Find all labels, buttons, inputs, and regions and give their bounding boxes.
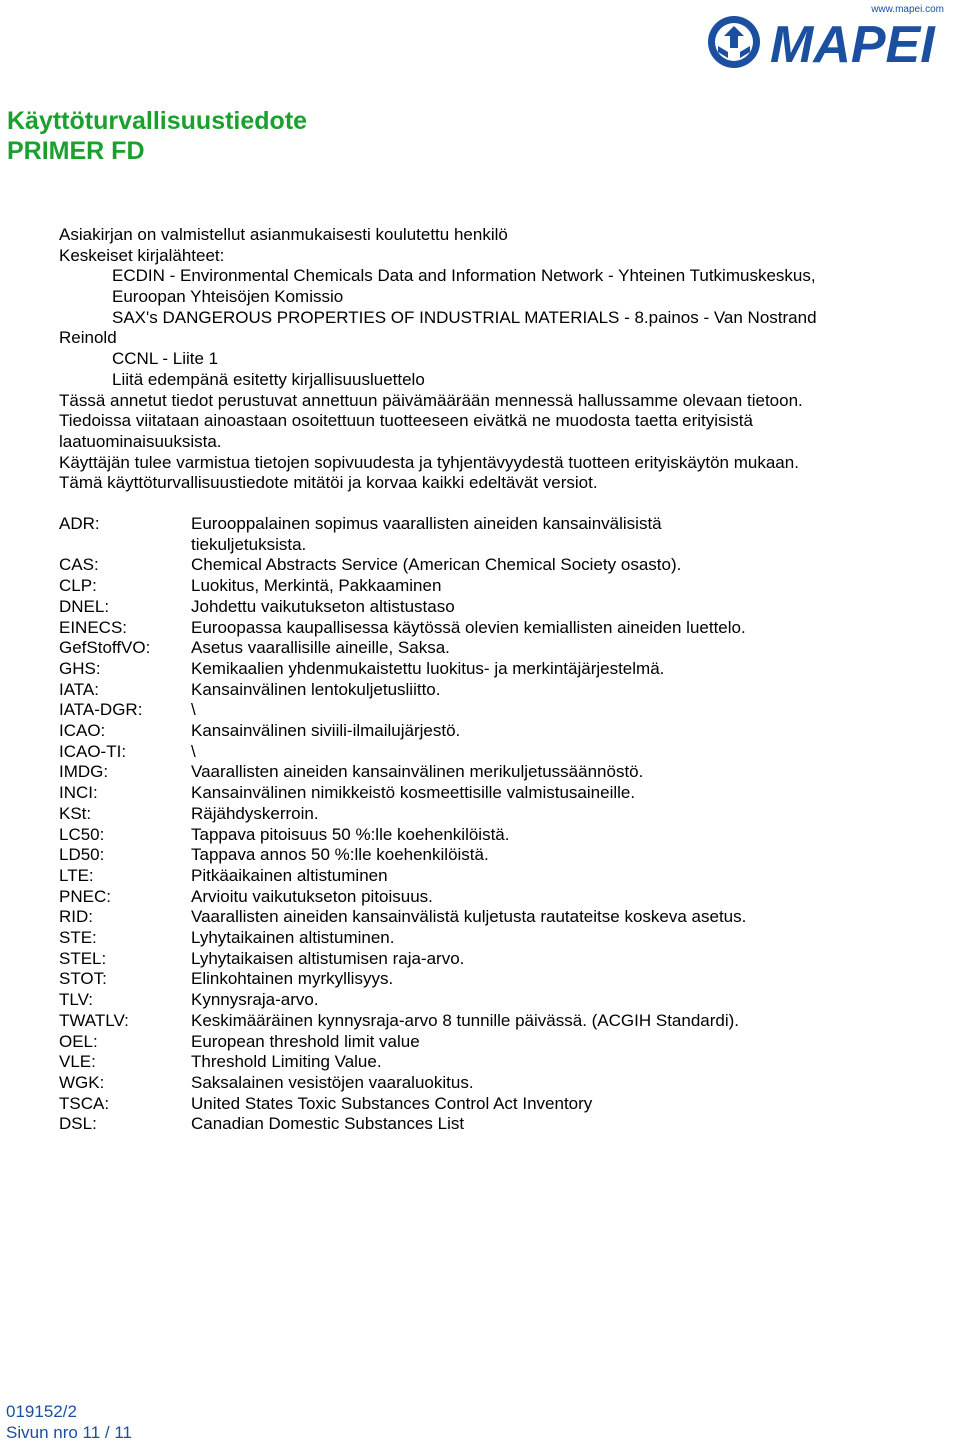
abbreviation-row — [59, 576, 919, 597]
abbreviation-definition: Eurooppalainen sopimus vaarallisten aineiden kansainvälisistä tiekuljetuksista. — [191, 514, 662, 554]
abbreviation-key: STOT: — [59, 969, 107, 989]
abbreviation-definition: Kansainvälinen nimikkeistö kosmeettisille valmistusaineille. — [191, 783, 636, 803]
mapei-wordmark: MAPEI — [770, 16, 935, 74]
text-line: laatuominaisuuksista. — [59, 431, 222, 451]
text-line: CCNL - Liite 1 — [112, 349, 219, 369]
abbreviation-row — [59, 1094, 919, 1115]
abbreviation-definition: Vaarallisten aineiden kansainvälinen merikuljetussäännöstö. — [191, 762, 644, 782]
abbreviation-row — [59, 514, 919, 555]
abbreviation-key: ICAO: — [59, 721, 106, 741]
abbreviation-key: TSCA: — [59, 1093, 110, 1113]
abbreviation-definition: Tappava pitoisuus 50 %:lle koehenkilöistä. — [191, 824, 510, 844]
abbreviation-row — [59, 825, 919, 846]
abbreviation-key: LD50: — [59, 845, 105, 865]
abbreviation-row — [59, 1032, 919, 1053]
text-line: Liitä edempänä esitetty kirjallisuusluettelo — [112, 369, 425, 389]
abbreviation-row — [59, 1114, 919, 1135]
references-text — [59, 225, 899, 494]
abbreviation-definition: Kansainvälinen siviili-ilmailujärjestö. — [191, 721, 461, 741]
footer — [6, 1402, 132, 1443]
abbreviation-row — [59, 618, 919, 639]
abbreviation-row — [59, 597, 919, 618]
abbreviation-definition: Euroopassa kaupallisessa käytössä olevien kemiallisten aineiden luettelo. — [191, 617, 746, 637]
abbreviation-key: IATA: — [59, 679, 99, 699]
abbreviation-definition: Canadian Domestic Substances List — [191, 1114, 465, 1134]
abbreviation-key: CLP: — [59, 576, 97, 596]
abbreviation-key: DNEL: — [59, 596, 110, 616]
logo-url: www.mapei.com — [871, 4, 944, 15]
abbreviation-definition: Kynnysraja-arvo. — [191, 990, 319, 1010]
abbreviation-row — [59, 659, 919, 680]
abbreviation-key: GHS: — [59, 658, 101, 678]
abbreviation-definition: \ — [191, 700, 196, 720]
abbreviation-key: RID: — [59, 907, 93, 927]
abbreviation-key: IMDG: — [59, 762, 109, 782]
abbreviation-definition: Räjähdyskerroin. — [191, 803, 319, 823]
text-line: SAX's DANGEROUS PROPERTIES OF INDUSTRIAL MATERIALS - 8.painos - Van Nostrand — [112, 307, 817, 327]
abbreviation-definition: Threshold Limiting Value. — [191, 1052, 382, 1072]
text-line: Reinold — [59, 328, 117, 348]
abbreviation-row — [59, 1052, 919, 1073]
abbreviation-definition: United States Toxic Substances Control Act Inventory — [191, 1093, 593, 1113]
abbreviation-row — [59, 638, 919, 659]
text-line: Tässä annetut tiedot perustuvat annettuun päivämäärään mennessä hallussamme olevaan tietoon. — [59, 390, 803, 410]
abbreviation-key: CAS: — [59, 555, 99, 575]
abbreviation-key: PNEC: — [59, 886, 111, 906]
abbreviation-definition: Saksalainen vesistöjen vaaraluokitus. — [191, 1072, 474, 1092]
abbreviation-definition: European threshold limit value — [191, 1031, 420, 1051]
abbreviation-definition: Johdettu vaikutukseton altistustaso — [191, 596, 455, 616]
abbreviation-row — [59, 969, 919, 990]
abbreviation-key: LTE: — [59, 865, 94, 885]
mapei-logo — [698, 2, 956, 74]
abbreviation-row — [59, 990, 919, 1011]
abbreviation-definition: Luokitus, Merkintä, Pakkaaminen — [191, 576, 442, 596]
text-line: Euroopan Yhteisöjen Komissio — [112, 287, 344, 307]
abbreviation-definition: Arvioitu vaikutukseton pitoisuus. — [191, 886, 433, 906]
abbreviation-key: INCI: — [59, 783, 98, 803]
abbreviation-definition: Elinkohtainen myrkyllisyys. — [191, 969, 394, 989]
abbreviation-row — [59, 804, 919, 825]
abbreviation-row — [59, 1011, 919, 1032]
abbreviation-key: ICAO-TI: — [59, 741, 127, 761]
text-line: Asiakirjan on valmistellut asianmukaisesti koulutettu henkilö — [59, 225, 508, 244]
abbreviation-row — [59, 700, 919, 721]
abbreviation-row — [59, 949, 919, 970]
abbreviation-definition: Kansainvälinen lentokuljetusliitto. — [191, 679, 441, 699]
abbreviation-key: ADR: — [59, 514, 100, 533]
abbreviation-key: STE: — [59, 928, 97, 948]
abbreviation-key: WGK: — [59, 1072, 105, 1092]
abbreviation-key: LC50: — [59, 824, 105, 844]
abbreviation-key: TLV: — [59, 990, 94, 1010]
abbreviation-definition: Lyhytaikainen altistuminen. — [191, 928, 395, 948]
abbreviation-row — [59, 721, 919, 742]
abbreviation-key: EINECS: — [59, 617, 128, 637]
abbreviation-definition: Kemikaalien yhdenmukaistettu luokitus- ja merkintäjärjestelmä. — [191, 658, 665, 678]
abbreviation-key: KSt: — [59, 803, 92, 823]
abbreviation-row — [59, 762, 919, 783]
abbreviation-definition: Vaarallisten aineiden kansainvälistä kuljetusta rautateitse koskeva asetus. — [191, 907, 747, 927]
abbreviation-row — [59, 555, 919, 576]
abbreviation-row — [59, 1073, 919, 1094]
abbreviation-definition: \ — [191, 741, 196, 761]
abbreviation-row — [59, 907, 919, 928]
page-number: Sivun nro 11 / 11 — [6, 1422, 133, 1442]
abbreviation-row — [59, 680, 919, 701]
abbreviation-definition: Pitkäaikainen altistuminen — [191, 865, 388, 885]
document-title: Käyttöturvallisuustiedote — [7, 107, 308, 135]
abbreviation-key: OEL: — [59, 1031, 98, 1051]
text-line: ECDIN - Environmental Chemicals Data and Information Network - Yhteinen Tutkimuskeskus, — [112, 266, 816, 286]
abbreviation-key: IATA-DGR: — [59, 700, 143, 720]
abbreviation-definition: Tappava annos 50 %:lle koehenkilöistä. — [191, 845, 489, 865]
abbreviation-row — [59, 866, 919, 887]
abbreviation-key: VLE: — [59, 1052, 96, 1072]
abbreviation-row — [59, 845, 919, 866]
abbreviation-key: STEL: — [59, 948, 107, 968]
text-line: Tämä käyttöturvallisuustiedote mitätöi ja korvaa kaikki edeltävät versiot. — [59, 473, 598, 493]
abbreviation-definition: Asetus vaarallisille aineille, Saksa. — [191, 638, 450, 658]
document-code: 019152/2 — [6, 1402, 77, 1421]
text-line: Tiedoissa viitataan ainoastaan osoitettuun tuotteeseen eivätkä ne muodosta taetta erityisistä — [59, 411, 753, 431]
mapei-emblem-icon — [708, 16, 760, 68]
abbreviation-key: DSL: — [59, 1114, 97, 1134]
abbreviation-row — [59, 928, 919, 949]
mapei-logo-graphic — [698, 12, 956, 74]
abbreviation-key: TWATLV: — [59, 1010, 129, 1030]
product-name: PRIMER FD — [7, 137, 145, 165]
abbreviation-key: GefStoffVO: — [59, 638, 151, 658]
abbreviation-row — [59, 783, 919, 804]
abbreviation-row — [59, 742, 919, 763]
abbreviation-definition: Lyhytaikaisen altistumisen raja-arvo. — [191, 948, 465, 968]
abbreviation-row — [59, 887, 919, 908]
abbreviations-list — [59, 514, 919, 1135]
abbreviation-definition: Keskimääräinen kynnysraja-arvo 8 tunnille päivässä. (ACGIH Standardi). — [191, 1010, 740, 1030]
abbreviation-definition: Chemical Abstracts Service (American Chemical Society osasto). — [191, 555, 682, 575]
text-line: Käyttäjän tulee varmistua tietojen sopivuudesta ja tyhjentävyydestä tuotteen erityiskäytön mukaan. — [59, 452, 799, 472]
text-line: Keskeiset kirjalähteet: — [59, 245, 225, 265]
